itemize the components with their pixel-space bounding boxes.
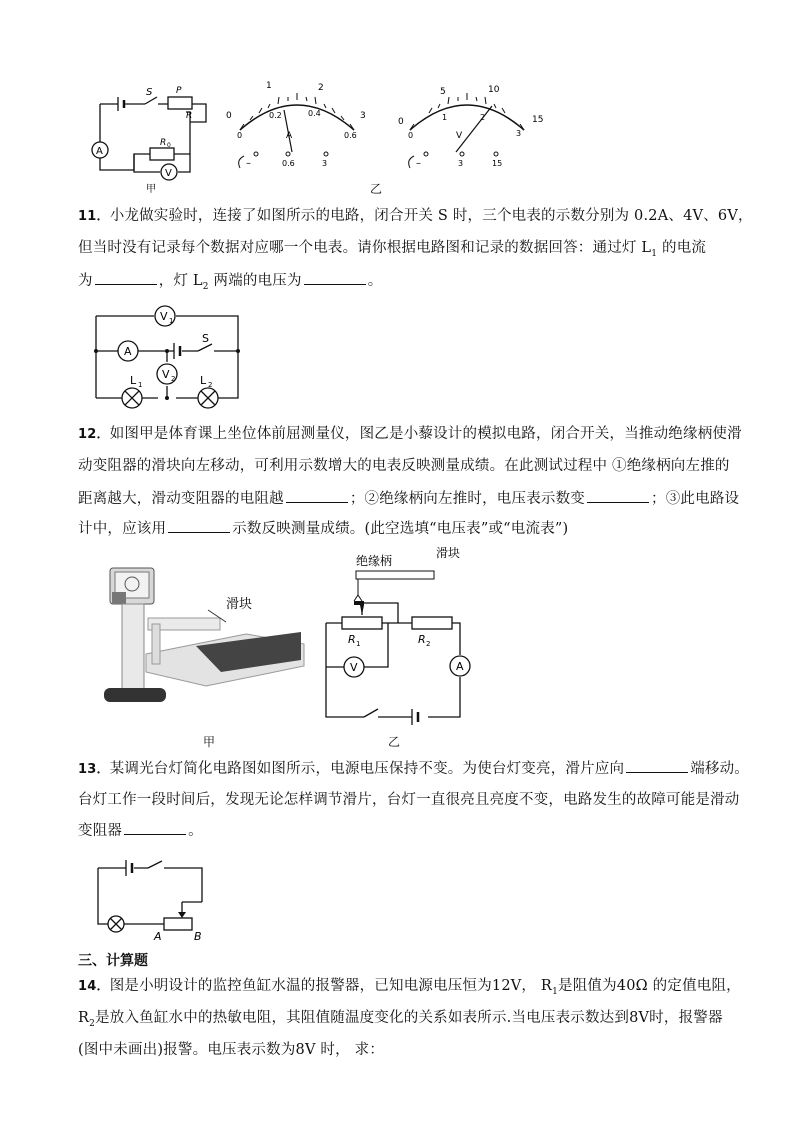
voltmeter-terminal-15: 15 (492, 159, 503, 168)
q12-label-r2: R (418, 633, 426, 646)
q14-text-2a: R (78, 1010, 90, 1026)
q14-line3 (78, 1040, 384, 1060)
q12-number: 12． (78, 427, 110, 442)
q13-text-2: 台灯工作一段时间后，发现无论怎样调节滑片，台灯一直很亮且亮度不变，电路发生的故障可能是滑动 (78, 792, 740, 808)
q11-label-l2: L (200, 374, 207, 387)
q13-line2 (78, 790, 740, 810)
q13-label-b: B (194, 930, 202, 943)
caption-yi-top: 乙 (370, 182, 383, 196)
label-ammeter: A (96, 146, 103, 157)
ammeter-top-tick-2: 2 (318, 83, 324, 93)
q12-answer-blank-1[interactable] (286, 488, 348, 503)
q11-answer-blank-2[interactable] (304, 270, 366, 285)
ammeter-bottom-tick-1: 0.2 (269, 111, 282, 120)
q12-label-v: V (350, 661, 358, 674)
section-title-calculation: 三、计算题 (78, 953, 148, 969)
q11-line2 (78, 238, 706, 264)
q12-text-4a: 计中，应该用 (78, 521, 167, 537)
q14-text-2b: 是放入鱼缸水中的热敏电阻，其阻值随温度变化的关系如表所示.当电压表示数达到8V时，报警器 (95, 1010, 723, 1026)
q11-label-l1: L (130, 374, 137, 387)
voltmeter-unit: V (456, 131, 463, 141)
q11-label-v2-sub: 2 (171, 375, 176, 383)
q13-text-1b: 端移动。 (690, 761, 750, 777)
label-r: R (186, 111, 193, 121)
q11-line3 (78, 270, 382, 297)
q13-line1 (78, 758, 749, 780)
q12-text-1: 如图甲是体育课上坐位体前屈测量仪，图乙是小藜设计的模拟电路，闭合开关，当推动绝缘柄使滑 (109, 426, 742, 442)
q12-label-r1: R (348, 633, 356, 646)
q12-label-r1-sub: 1 (356, 640, 361, 648)
q11-line1 (78, 206, 753, 227)
q14-sub-1: 1 (552, 986, 558, 997)
ammeter-terminal-3: 3 (322, 159, 328, 168)
q11-label-l2-sub: 2 (208, 381, 213, 389)
label-r0: R (160, 138, 167, 148)
voltmeter-terminal-3: 3 (458, 159, 464, 168)
ammeter-unit: A (286, 131, 293, 141)
q12-label-a: A (456, 660, 464, 673)
q11-sub-1: 1 (651, 248, 658, 259)
q13-text-3a: 变阻器 (78, 823, 123, 839)
q11-text-1: 小龙做实验时，连接了如图所示的电路，闭合开关 S 时，三个电表的示数分别为 0.2A、4V、6V， (109, 208, 753, 224)
q13-text-3b: 。 (188, 823, 203, 839)
label-r0-sub: 0 (167, 142, 171, 149)
caption-q12-jia: 甲 (203, 735, 216, 749)
ammeter-top-tick-1: 1 (266, 81, 272, 91)
fig-q13-circuit (90, 852, 220, 944)
q14-text-1a: 图是小明设计的监控鱼缸水温的报警器，已知电源电压恒为12V， R (109, 978, 553, 994)
q12-line1 (78, 424, 742, 445)
ammeter-bottom-tick-3: 0.6 (344, 131, 357, 140)
q13-answer-blank-1[interactable] (626, 758, 688, 773)
ammeter-top-tick-3: 3 (360, 111, 366, 121)
q14-sub-2: 2 (89, 1018, 96, 1029)
voltmeter-bottom-tick-3: 3 (516, 129, 522, 138)
q11-label-l1-sub: 1 (138, 381, 143, 389)
label-s: S (146, 87, 153, 98)
voltmeter-top-tick-15: 15 (532, 115, 544, 125)
q11-label-v2: V (162, 368, 170, 381)
q13-number: 13． (78, 762, 110, 777)
q14-number: 14． (78, 979, 110, 994)
q12-label-handle: 绝缘柄 (356, 554, 393, 568)
q11-text-3a: 为 (78, 273, 93, 289)
q11-text-3c: 两端的电压为 (208, 273, 302, 289)
voltmeter-top-tick-0: 0 (398, 117, 404, 127)
fig-q12-circuit (318, 545, 478, 725)
label-voltmeter: V (165, 168, 172, 179)
q13-line3 (78, 820, 203, 841)
ammeter-terminal-neg: – (246, 158, 251, 169)
q12-answer-blank-3[interactable] (168, 518, 230, 533)
q14-text-3: (图中未画出)报警。电压表示数为8V 时， 求： (78, 1042, 385, 1058)
q13-label-a: A (154, 930, 162, 943)
caption-q12-yi: 乙 (388, 735, 401, 749)
q14-text-1b: 是阻值为40Ω 的定值电阻， (558, 978, 741, 994)
q13-text-1a: 某调光台灯简化电路图如图所示，电源电压保持不变。为使台灯变亮，滑片应向 (109, 761, 625, 777)
voltmeter-bottom-tick-0: 0 (408, 131, 414, 140)
ammeter-terminal-06: 0.6 (282, 159, 295, 168)
voltmeter-bottom-tick-1: 1 (442, 113, 448, 122)
caption-jia: 甲 (146, 184, 156, 195)
q12-text-4b: 示数反映测量成绩。(此空选填“电压表”或“电流表”) (232, 521, 569, 537)
fig-ammeter-dial (222, 80, 372, 175)
q12-line4 (78, 518, 568, 539)
ammeter-top-tick-0: 0 (226, 111, 232, 121)
q11-label-a: A (124, 345, 132, 358)
fig-q11-circuit (90, 300, 250, 410)
q11-answer-blank-1[interactable] (95, 270, 157, 285)
q11-text-3b: ，灯 L (158, 273, 203, 289)
ammeter-bottom-tick-0: 0 (237, 131, 243, 140)
q14-line1 (78, 976, 741, 1002)
q11-text-2a: 但当时没有记录每个数据对应哪一个电表。请你根据电路图和记录的数据回答：通过灯 L (78, 240, 652, 256)
q12-line2 (78, 456, 730, 476)
q11-label-s: S (202, 332, 209, 345)
q12-text-3c: ；③此电路设 (651, 491, 740, 507)
q12-text-2: 动变阻器的滑块向左移动，可利用示数增大的电表反映测量成绩。在此测试过程中 ①绝缘柄向左推的 (78, 458, 730, 474)
q11-label-v1-sub: 1 (169, 317, 174, 325)
q12-line3 (78, 488, 739, 509)
q13-answer-blank-2[interactable] (124, 820, 186, 835)
ammeter-bottom-tick-2: 0.4 (308, 109, 321, 118)
voltmeter-top-tick-5: 5 (440, 87, 446, 97)
label-p: P (176, 86, 182, 96)
q12-text-3a: 距离越大，滑动变阻器的电阻越 (78, 491, 284, 507)
q14-line2 (78, 1008, 723, 1034)
fig-q12-device-photo (96, 562, 306, 712)
fig-voltmeter-dial (392, 80, 552, 175)
q12-answer-blank-2[interactable] (587, 488, 649, 503)
q11-number: 11． (78, 209, 110, 224)
voltmeter-bottom-tick-2: 2 (480, 113, 486, 122)
fig-circuit-jia (90, 82, 220, 197)
q12-label-slider: 滑块 (436, 546, 461, 560)
voltmeter-top-tick-10: 10 (488, 85, 500, 95)
q12-photo-label-slider: 滑块 (226, 597, 253, 612)
q11-text-3d: 。 (367, 273, 383, 289)
q12-label-r2-sub: 2 (426, 640, 431, 648)
voltmeter-terminal-neg: – (416, 158, 421, 169)
q12-text-3b: ；②绝缘柄向左推时，电压表示数变 (349, 491, 586, 507)
q11-text-2b: 的电流 (657, 240, 707, 256)
q11-label-v1: V (160, 310, 168, 323)
q11-sub-2: 2 (202, 281, 209, 292)
